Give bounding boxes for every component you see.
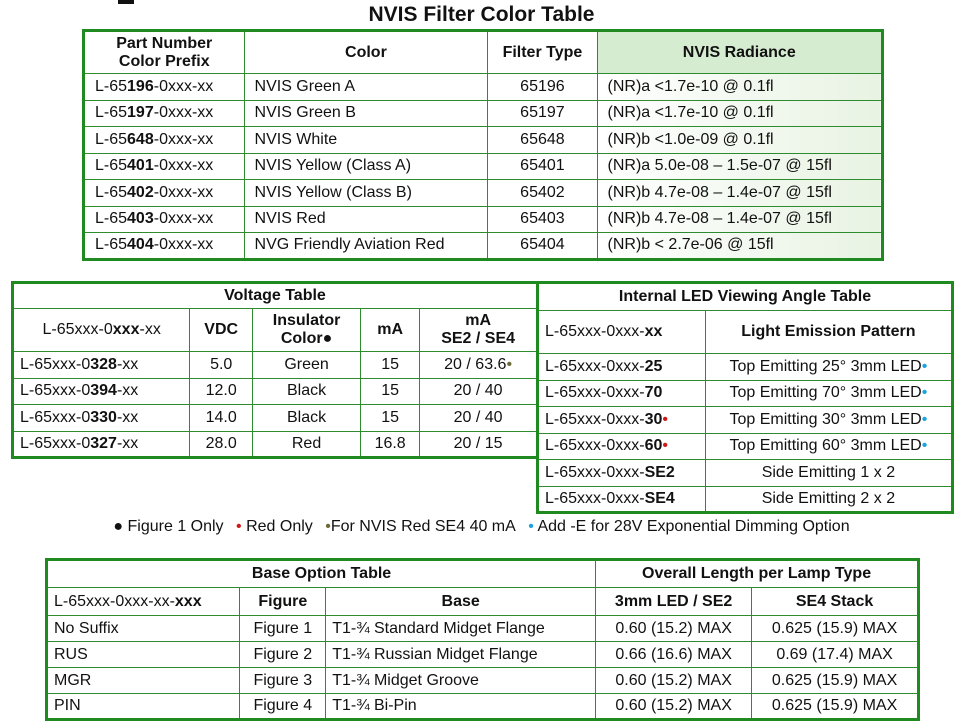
part-code: 394 (90, 382, 117, 400)
part-prefix: L-65 (95, 210, 128, 228)
se4-length-cell: 0.69 (17.4) MAX (752, 642, 919, 668)
table-row (13, 352, 538, 379)
table-row (538, 407, 953, 434)
part-suffix: -0xxx-xx (153, 210, 214, 228)
nvis-radiance-header: NVIS Radiance (597, 31, 882, 74)
table-header-row (47, 588, 919, 616)
pattern-text: Top Emitting 25° 3mm LED (729, 357, 922, 375)
part-prefix: L-65 (95, 236, 128, 254)
base-table-caption: Base Option Table (47, 560, 596, 588)
part-code: xxx (174, 592, 202, 610)
header-line: Color (280, 330, 323, 347)
emission-pattern-cell (705, 354, 952, 381)
part-code: 402 (127, 183, 154, 201)
part-number-cell (84, 180, 245, 207)
insulator-cell: Red (253, 431, 361, 458)
insulator-color-header (253, 309, 361, 352)
led-length-cell: 0.60 (15.2) MAX (596, 616, 752, 642)
filter-type-cell: 65196 (488, 74, 597, 101)
part-code: SE2 (644, 463, 675, 481)
filter-type-cell: 65401 (488, 153, 597, 180)
color-cell: NVIS Yellow (Class A) (244, 153, 488, 180)
se4-length-cell: 0.625 (15.9) MAX (752, 668, 919, 694)
emission-pattern-cell (705, 486, 952, 513)
length-caption: Overall Length per Lamp Type (596, 560, 919, 588)
vdc-cell: 5.0 (190, 352, 253, 379)
part-number-cell (13, 352, 190, 379)
figure-cell: Figure 1 (240, 616, 326, 642)
part-prefix: L-65xxx-0xxx- (545, 437, 645, 455)
table-row (13, 405, 538, 432)
blue-dot-icon: • (528, 518, 534, 535)
part-suffix: -0xxx-xx (153, 104, 214, 122)
part-number-cell (13, 378, 190, 405)
part-code: 404 (127, 236, 154, 254)
part-prefix: L-65xxx-0 (20, 408, 91, 426)
color-cell: NVG Friendly Aviation Red (244, 233, 488, 260)
table-row (13, 378, 538, 405)
base-cell: T1-¾ Standard Midget Flange (326, 616, 596, 642)
base-option-table (45, 558, 920, 721)
figure-cell: Figure 2 (240, 642, 326, 668)
emission-pattern-cell (705, 460, 952, 487)
part-prefix: L-65xxx-0xxx- (545, 489, 645, 507)
part-suffix: -xx (116, 355, 139, 373)
color-cell: NVIS Yellow (Class B) (244, 180, 488, 207)
part-code: 196 (127, 77, 154, 95)
se4-length-cell: 0.625 (15.9) MAX (752, 694, 919, 720)
radiance-cell: (NR)b <1.0e-09 @ 0.1fl (597, 127, 882, 154)
part-number-header (13, 309, 190, 352)
part-code: 197 (127, 104, 154, 122)
ma-se-value: 20 / 15 (453, 434, 503, 452)
table-row (84, 233, 883, 260)
part-suffix: -xx (116, 408, 139, 426)
part-suffix: -0xxx-xx (153, 77, 214, 95)
part-suffix: -xx (116, 434, 139, 452)
part-code: 60 (644, 437, 663, 455)
part-prefix: L-65 (95, 77, 128, 95)
radiance-cell: (NR)b 4.7e-08 – 1.4e-07 @ 15fl (597, 206, 882, 233)
part-prefix: L-65xxx-0xxx- (545, 463, 645, 481)
blue-dot-icon: • (921, 410, 928, 428)
suffix-cell: MGR (47, 668, 240, 694)
table-header-row (538, 311, 953, 354)
table-row (47, 642, 919, 668)
table-row (538, 433, 953, 460)
blue-dot-icon: • (921, 357, 928, 375)
blue-dot-icon: • (921, 437, 928, 455)
olive-dot-icon: • (325, 518, 331, 535)
filter-type-cell: 65404 (488, 233, 597, 260)
part-number-cell (538, 380, 706, 407)
table-header-row (13, 309, 538, 352)
part-number-cell (538, 486, 706, 513)
red-dot-icon: • (662, 437, 668, 455)
emission-pattern-cell (705, 433, 952, 460)
table-row (47, 694, 919, 720)
table-row (84, 153, 883, 180)
part-number-cell (84, 233, 245, 260)
emission-pattern-cell (705, 380, 952, 407)
base-cell: T1-¾ Midget Groove (326, 668, 596, 694)
part-number-header (84, 31, 245, 74)
part-number-cell (538, 433, 706, 460)
olive-dot-icon: • (506, 355, 513, 373)
table-row (84, 127, 883, 154)
table-row (84, 100, 883, 127)
figure-header: Figure (240, 588, 326, 616)
header-line: Color Prefix (118, 52, 210, 70)
part-code: xx (644, 323, 663, 340)
part-number-cell (84, 153, 245, 180)
ma-se-value: 20 / 40 (453, 408, 503, 426)
part-suffix: -0xxx-xx (153, 236, 214, 254)
red-dot-icon: • (662, 410, 668, 428)
part-code: 403 (127, 210, 154, 228)
emission-pattern-cell (705, 407, 952, 434)
table-row (47, 668, 919, 694)
legend-nvis-red: •For NVIS Red SE4 40 mA (325, 518, 516, 535)
part-prefix: L-65xxx-0 (42, 321, 113, 338)
part-code: 327 (90, 434, 117, 452)
led-length-header: 3mm LED / SE2 (596, 588, 752, 616)
filter-color-table (82, 29, 884, 261)
figure-cell: Figure 4 (240, 694, 326, 720)
legend-exp-dimming: • Add -E for 28V Exponential Dimming Option (528, 518, 850, 535)
black-dot-icon: ● (322, 330, 333, 347)
filter-type-cell: 65197 (488, 100, 597, 127)
part-number-cell (538, 460, 706, 487)
part-code: xxx (112, 321, 140, 338)
table-caption-row (13, 283, 538, 309)
part-code: SE4 (644, 489, 675, 507)
part-number-cell (13, 405, 190, 432)
ma-se-cell (420, 405, 538, 432)
table-caption-row (47, 560, 919, 588)
table-row (84, 74, 883, 101)
base-header: Base (326, 588, 596, 616)
insulator-cell: Green (253, 352, 361, 379)
filter-type-cell: 65403 (488, 206, 597, 233)
table-row (538, 460, 953, 487)
table-row (13, 431, 538, 458)
header-line: Part Number (116, 34, 213, 52)
part-prefix: L-65xxx-0 (20, 382, 91, 400)
black-dot-icon: ● (113, 518, 124, 535)
table-row (84, 206, 883, 233)
pattern-text: Top Emitting 60° 3mm LED (729, 437, 922, 455)
color-cell: NVIS Green A (244, 74, 488, 101)
ma-cell: 15 (361, 378, 420, 405)
insulator-cell: Black (253, 405, 361, 432)
ma-se-header (420, 309, 538, 352)
footnote-legend (0, 518, 963, 536)
radiance-cell: (NR)a <1.7e-10 @ 0.1fl (597, 74, 882, 101)
suffix-cell: RUS (47, 642, 240, 668)
part-number-header (47, 588, 240, 616)
part-prefix: L-65xxx-0xxx- (545, 410, 645, 428)
pattern-text: Top Emitting 30° 3mm LED (729, 410, 922, 428)
voltage-table-caption: Voltage Table (13, 283, 538, 309)
table-row (538, 380, 953, 407)
suffix-cell: No Suffix (47, 616, 240, 642)
vdc-header: VDC (190, 309, 253, 352)
filter-type-cell: 65648 (488, 127, 597, 154)
page-title: NVIS Filter Color Table (368, 3, 595, 26)
table-caption-row (538, 283, 953, 311)
color-header: Color (244, 31, 488, 74)
part-code: 328 (90, 355, 117, 373)
table-row (538, 486, 953, 513)
color-cell: NVIS Green B (244, 100, 488, 127)
vdc-cell: 12.0 (190, 378, 253, 405)
part-number-cell (84, 206, 245, 233)
part-suffix: -xx (139, 321, 161, 338)
part-prefix: L-65 (95, 157, 128, 175)
pattern-text: Side Emitting 1 x 2 (761, 463, 896, 481)
insulator-cell: Black (253, 378, 361, 405)
part-prefix: L-65xxx-0xxx- (545, 323, 645, 340)
blue-dot-icon: • (921, 384, 928, 402)
suffix-cell: PIN (47, 694, 240, 720)
se4-length-cell: 0.625 (15.9) MAX (752, 616, 919, 642)
ma-cell: 16.8 (361, 431, 420, 458)
radiance-cell: (NR)a 5.0e-08 – 1.5e-07 @ 15fl (597, 153, 882, 180)
table-row (84, 180, 883, 207)
part-suffix: -0xxx-xx (153, 157, 214, 175)
radiance-cell: (NR)b < 2.7e-06 @ 15fl (597, 233, 882, 260)
header-line: Insulator (272, 312, 341, 329)
radiance-cell: (NR)a <1.7e-10 @ 0.1fl (597, 100, 882, 127)
part-code: 70 (644, 384, 663, 402)
part-number-cell (13, 431, 190, 458)
vdc-cell: 14.0 (190, 405, 253, 432)
angle-table-caption: Internal LED Viewing Angle Table (538, 283, 953, 311)
part-suffix: -0xxx-xx (153, 130, 214, 148)
ma-se-value: 20 / 63.6 (444, 355, 507, 373)
vdc-cell: 28.0 (190, 431, 253, 458)
viewing-angle-table (536, 281, 954, 514)
part-prefix: L-65xxx-0xxx- (545, 357, 645, 375)
part-prefix: L-65xxx-0 (20, 434, 91, 452)
header-line: mA (465, 312, 491, 329)
part-code: 330 (90, 408, 117, 426)
part-number-cell (538, 354, 706, 381)
part-prefix: L-65 (95, 183, 128, 201)
pattern-text: Top Emitting 70° 3mm LED (729, 384, 922, 402)
emission-pattern-header: Light Emission Pattern (705, 311, 952, 354)
base-cell: T1-¾ Russian Midget Flange (326, 642, 596, 668)
ma-se-cell (420, 378, 538, 405)
ma-se-cell (420, 431, 538, 458)
ma-se-value: 20 / 40 (453, 382, 503, 400)
part-prefix: L-65 (95, 130, 128, 148)
ma-cell: 15 (361, 405, 420, 432)
part-number-cell (538, 407, 706, 434)
ma-cell: 15 (361, 352, 420, 379)
led-length-cell: 0.60 (15.2) MAX (596, 668, 752, 694)
part-code: 25 (644, 357, 663, 375)
led-length-cell: 0.60 (15.2) MAX (596, 694, 752, 720)
color-cell: NVIS White (244, 127, 488, 154)
part-number-cell (84, 127, 245, 154)
part-number-header (538, 311, 706, 354)
part-code: 401 (127, 157, 154, 175)
table-row (538, 354, 953, 381)
ma-se-cell (420, 352, 538, 379)
part-number-cell (84, 74, 245, 101)
pattern-text: Side Emitting 2 x 2 (761, 489, 896, 507)
part-suffix: -xx (116, 382, 139, 400)
filter-type-header: Filter Type (488, 31, 597, 74)
legend-red-only: • Red Only (236, 518, 313, 535)
filter-type-cell: 65402 (488, 180, 597, 207)
part-suffix: -0xxx-xx (153, 183, 214, 201)
legend-figure1: ● Figure 1 Only (113, 518, 224, 535)
table-header-row (84, 31, 883, 74)
table-row (47, 616, 919, 642)
red-dot-icon: • (236, 518, 242, 535)
figure-cell: Figure 3 (240, 668, 326, 694)
led-length-cell: 0.66 (16.6) MAX (596, 642, 752, 668)
header-line: SE2 / SE4 (441, 330, 516, 347)
part-prefix: L-65xxx-0xxx-xx- (54, 592, 175, 610)
part-prefix: L-65xxx-0 (20, 355, 91, 373)
part-prefix: L-65xxx-0xxx- (545, 384, 645, 402)
part-code: 30 (644, 410, 663, 428)
part-code: 648 (127, 130, 154, 148)
part-prefix: L-65 (95, 104, 128, 122)
voltage-table (11, 281, 539, 459)
part-number-cell (84, 100, 245, 127)
se4-length-header: SE4 Stack (752, 588, 919, 616)
radiance-cell: (NR)b 4.7e-08 – 1.4e-07 @ 15fl (597, 180, 882, 207)
color-cell: NVIS Red (244, 206, 488, 233)
base-cell: T1-¾ Bi-Pin (326, 694, 596, 720)
ma-header: mA (361, 309, 420, 352)
